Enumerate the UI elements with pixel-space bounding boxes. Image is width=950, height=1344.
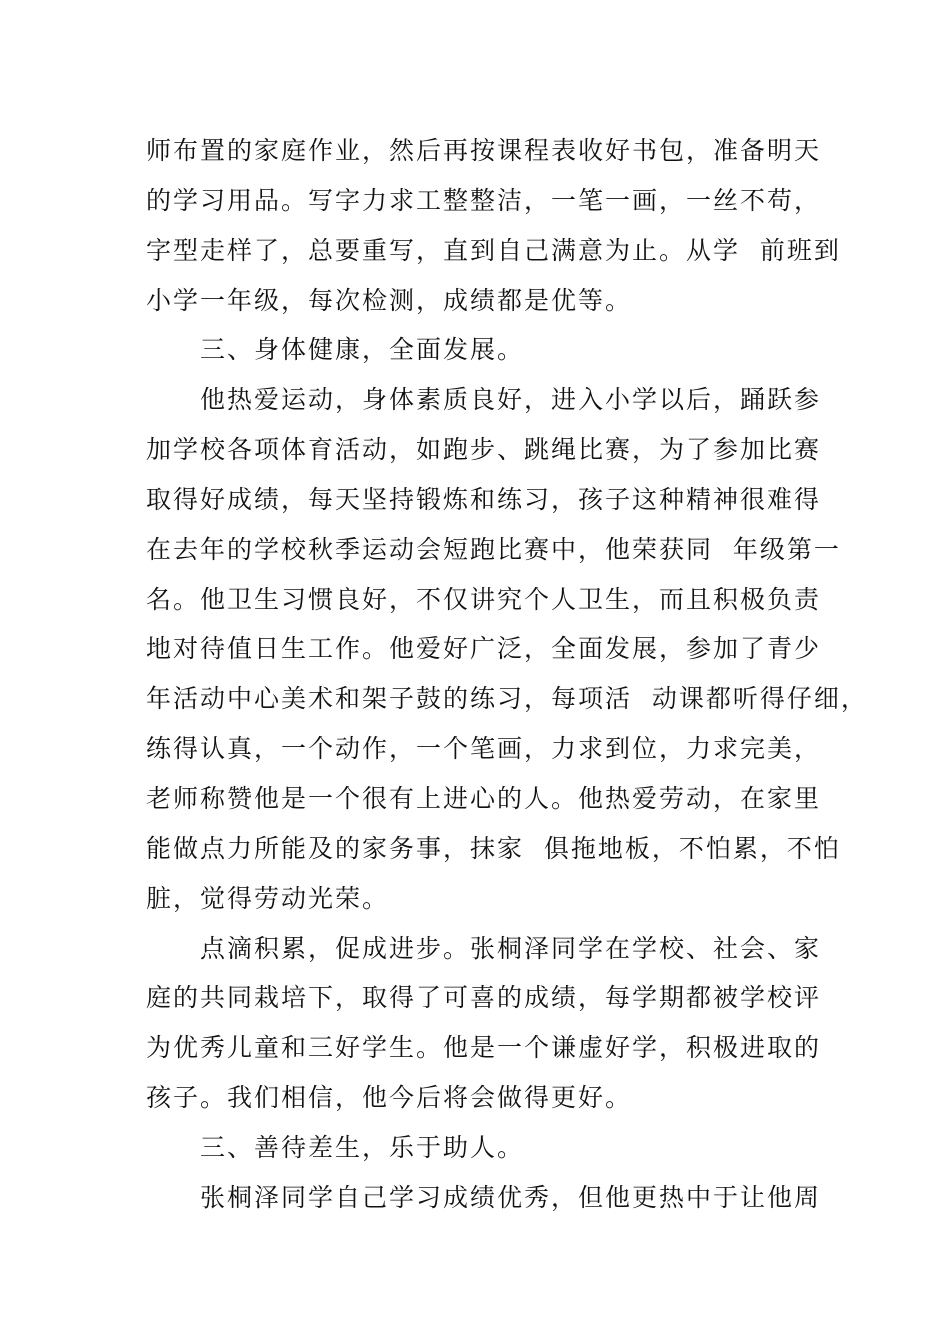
text-line: 取得好成绩，每天坚持锻炼和练习，孩子这种精神很难得	[146, 484, 822, 514]
text-line: 孩子。我们相信，他今后将会做得更好。	[146, 1083, 633, 1113]
text-line: 庭的共同栽培下，取得了可喜的成绩，每学期都被学校评	[146, 983, 822, 1013]
text-line: 练得认真，一个动作，一个笔画，力求到位，力求完美，	[146, 734, 822, 764]
text-line: 名。他卫生习惯良好，不仅讲究个人卫生，而且积极负责	[146, 584, 822, 614]
text-line: 师布置的家庭作业，然后再按课程表收好书包，准备明天	[146, 136, 822, 165]
text-line: 年活动中心美术和架子鼓的练习，每项活 动课都听得仔细，	[146, 684, 868, 714]
text-line: 三、善待差生，乐于助人。	[200, 1132, 525, 1162]
text-line: 小学一年级，每次检测，成绩都是优等。	[146, 285, 633, 315]
text-line: 地对待值日生工作。他爱好广泛，全面发展，参加了青少	[146, 634, 822, 664]
text-line: 的学习用品。写字力求工整整洁，一笔一画，一丝不苟，	[146, 185, 822, 215]
text-line: 在去年的学校秋季运动会短跑比赛中，他荣获同 年级第一	[146, 534, 841, 564]
text-line: 脏，觉得劳动光荣。	[146, 883, 390, 913]
text-line: 三、身体健康，全面发展。	[200, 335, 525, 365]
body-text	[146, 126, 868, 1223]
text-line: 能做点力所能及的家务事，抹家 俱拖地板，不怕累，不怕	[146, 833, 841, 863]
text-line: 他热爱运动，身体素质良好，进入小学以后，踊跃参	[200, 385, 822, 415]
text-line: 字型走样了，总要重写，直到自己满意为止。从学 前班到	[146, 235, 841, 265]
text-line: 为优秀儿童和三好学生。他是一个谦虚好学，积极进取的	[146, 1033, 822, 1063]
text-line: 张桐泽同学自己学习成绩优秀，但他更热中于让他周	[200, 1182, 822, 1212]
text-line: 点滴积累，促成进步。张桐泽同学在学校、社会、家	[200, 933, 822, 963]
text-line: 老师称赞他是一个很有上进心的人。他热爱劳动，在家里	[146, 783, 822, 813]
text-line: 加学校各项体育活动，如跑步、跳绳比赛，为了参加比赛	[146, 435, 822, 465]
